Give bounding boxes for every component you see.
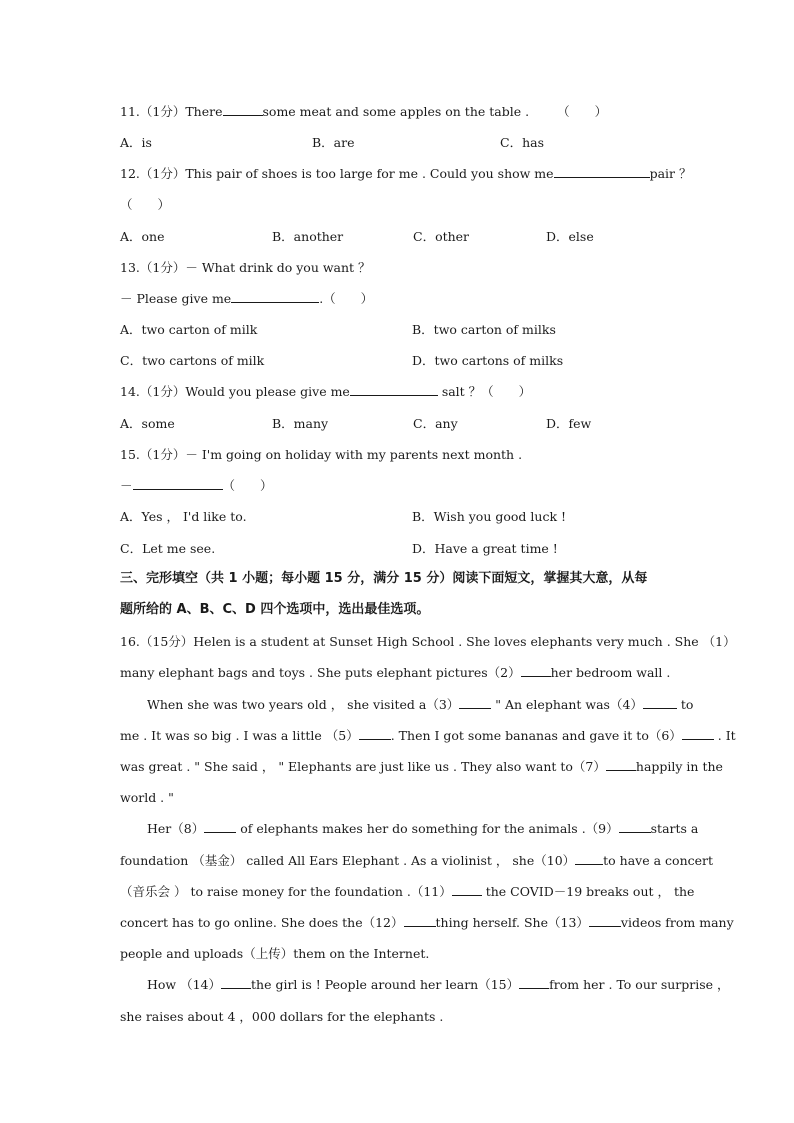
passage-text: many elephant bags and toys . She puts elephant pictures（2） [120,665,521,680]
passage-text: . It [717,728,736,743]
question-12 [120,166,691,182]
answer-blank [589,915,621,927]
answer-blank [682,728,714,740]
answer-blank [459,697,491,709]
passage-text: （音乐会 ） to raise money for the foundation .（11） [120,884,452,899]
passage-line [120,853,713,869]
option-a: A．two carton of milk [120,322,258,337]
passage-text: videos from many [620,915,734,930]
passage-text: happily in the [635,759,723,774]
option-a: A．some [120,416,175,431]
passage-line: 16.（15分）Helen is a student at Sunset High School . She loves elephants very much . She （1） [120,634,736,649]
option-b: B．are [312,135,355,150]
passage-text: to have a concert [603,853,714,868]
answer-blank [575,853,603,865]
question-stem: － I'm going on holiday with my parents next month . [185,447,523,462]
section-heading-line2: 题所给的 A、B、C、D 四个选项中，选出最佳选项。 [120,602,430,617]
option-c: C．Let me see. [120,541,216,556]
passage-line [120,728,736,744]
question-number: 12.（1分） [120,166,186,181]
passage-line [120,665,670,681]
option-b: B．two carton of milks [412,322,556,337]
option-c: C．any [413,416,458,431]
question-stem: － [120,478,133,493]
option-a: A．one [120,229,165,244]
question-number: 13.（1分） [120,260,186,275]
option-c: C．two cartons of milk [120,353,265,368]
question-number: 14.（1分） [120,384,186,399]
passage-text: foundation （基金） called All Ears Elephant . As a violinist ， she（10） [120,853,576,868]
question-stem: There [185,104,223,119]
answer-blank [619,821,651,833]
passage-text: concert has to go online. She does the（12） [120,915,404,930]
passage-line [120,759,723,775]
passage-text: " An elephant was（4） [495,697,643,712]
passage-text: of elephants makes her do something for the animals .（9） [240,821,619,836]
passage-line: she raises about 4 ，000 dollars for the elephants . [120,1009,444,1024]
question-stem: salt ？（ ） [441,384,532,399]
answer-blank [606,759,636,771]
passage-line: world . " [120,790,174,805]
option-b: B．Wish you good luck ! [412,509,567,524]
passage-line [147,821,698,837]
passage-text: thing herself. She（13） [435,915,589,930]
question-15 [120,447,522,463]
question-number: 11.（1分） [120,104,186,119]
passage-text: me . It was so big . I was a little （5） [120,728,359,743]
passage-line [120,915,734,931]
answer-blank [519,977,549,989]
answer-blank [223,104,263,116]
option-b: B．another [272,229,344,244]
answer-blank [221,977,251,989]
passage-text: the girl is ! People around her learn（15） [251,977,520,992]
option-d: D．few [546,416,592,431]
answer-paren: （ ） [120,197,171,212]
answer-blank [359,728,391,740]
passage-text: the COVID－19 breaks out ， the [485,884,695,899]
answer-blank [204,821,236,833]
passage-text: her bedroom wall . [550,665,671,680]
question-stem: － What drink do you want ？ [185,260,371,275]
answer-blank [521,665,551,677]
answer-blank [404,915,436,927]
option-b: B．many [272,416,329,431]
passage-text: from her . To our surprise ， [549,977,730,992]
answer-blank [231,291,319,303]
question-stem: Would you please give me [185,384,350,399]
passage-text: How （14） [147,977,222,992]
question-13 [120,260,371,276]
option-d: D．Have a great time ! [412,541,558,556]
passage-line [120,884,694,900]
answer-paren: .（ ） [319,291,374,306]
answer-blank [350,384,438,396]
question-stem: some meat and some apples on the table . [262,104,530,119]
passage-text: Her（8） [147,821,205,836]
answer-paren: （ ） [222,478,273,493]
option-d: D．two cartons of milks [412,353,564,368]
question-stem: － Please give me [120,291,232,306]
question-number: 15.（1分） [120,447,186,462]
answer-paren: （ ） [557,104,608,119]
option-c: C．other [413,229,470,244]
passage-line [147,977,730,993]
answer-blank [452,884,482,896]
question-11 [120,104,607,120]
section-heading: 三、完形填空（共 1 小题；每小题 15 分，满分 15 分）阅读下面短文，掌握其大意，从每 [120,571,648,586]
passage-text: to [680,697,694,712]
question-13-line2 [120,291,373,307]
passage-text: . Then I got some bananas and gave it to（6） [390,728,682,743]
question-15-line2 [120,478,273,494]
answer-blank [133,478,223,490]
question-14 [120,384,531,400]
passage-text: starts a [650,821,699,836]
passage-line [147,697,693,713]
answer-blank [643,697,677,709]
question-stem: pair ？ [649,166,692,181]
option-a: A．is [120,135,152,150]
question-stem: This pair of shoes is too large for me . Could you show me [185,166,554,181]
option-a: A．Yes ， I'd like to. [120,509,247,524]
answer-blank [554,166,650,178]
option-c: C．has [500,135,544,150]
passage-line: people and uploads（上传）them on the Internet. [120,946,430,961]
option-d: D．else [546,229,594,244]
passage-text: was great . " She said ， " Elephants are just like us . They also want to（7） [120,759,606,774]
passage-text: When she was two years old ， she visited a（3） [147,697,460,712]
